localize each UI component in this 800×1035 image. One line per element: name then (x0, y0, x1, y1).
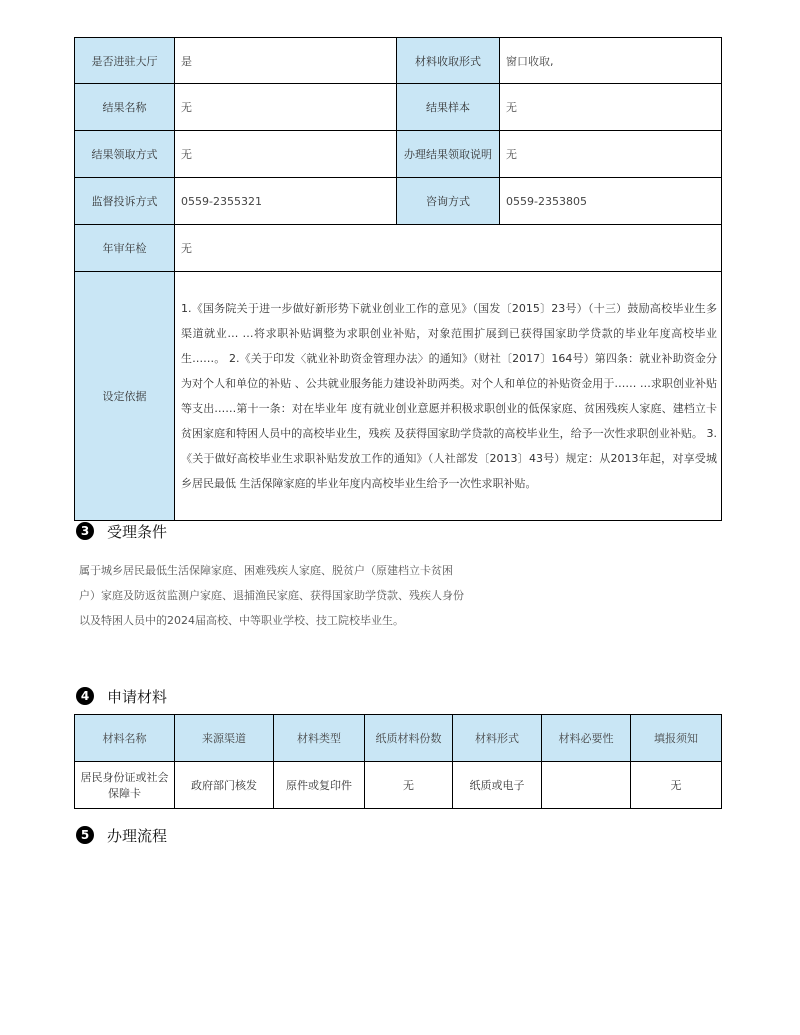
legal-basis-text: 1.《国务院关于进一步做好新形势下就业创业工作的意见》（国发〔2015〕23号）（十三）鼓励高校毕业生多渠道就业… …将求职补贴调整为求职创业补贴，对象范围扩展到已获得国家助学贷款的毕业年度高校毕业生……。 2.《关于印发〈就业补助资金管理办法〉的通知》（财社〔2017〕164号）第四条：就业补助资金分为对个人和单位的补贴 、公共就业服务能力建设补助两类。对个人和单位的补贴资金用于…… …求职创业补贴等支出……第十一条：对在毕业年 度有就业创业意愿并积极求职创业的低保家庭、贫困残疾人家庭、建档立卡贫困家庭和特困人员中的高校毕业生，残疾 及获得国家助学贷款的高校毕业生，给予一次性求职创业补贴。 3.《关于做好高校毕业生求职补贴发放工作的通知》（人社部发〔2013〕43号）规定：从2013年起，对享受城乡居民最低 生活保障家庭的毕业年度内高校毕业生给予一次性求职补贴。 (175, 272, 722, 521)
field-value: 无 (500, 84, 722, 131)
column-header: 材料名称 (75, 715, 175, 762)
column-header: 材料必要性 (542, 715, 631, 762)
table-row (75, 84, 722, 131)
field-value: 是 (175, 38, 397, 84)
column-header: 材料形式 (453, 715, 542, 762)
table-cell: 无 (365, 762, 453, 809)
column-header: 来源渠道 (175, 715, 274, 762)
table-row (75, 178, 722, 225)
table-row (75, 225, 722, 272)
table-cell (542, 762, 631, 809)
table-row (75, 131, 722, 178)
section-heading-process (76, 823, 167, 847)
field-label: 监督投诉方式 (75, 178, 175, 225)
section-heading-conditions (76, 519, 167, 543)
field-label: 结果样本 (397, 84, 500, 131)
field-label: 设定依据 (75, 272, 175, 521)
field-label: 材料收取形式 (397, 38, 500, 84)
field-value: 无 (175, 225, 722, 272)
field-value: 窗口收取, (500, 38, 722, 84)
column-header: 填报须知 (631, 715, 722, 762)
field-value: 无 (175, 84, 397, 131)
section-number-badge: 3 (76, 522, 94, 540)
table-cell: 纸质或电子 (453, 762, 542, 809)
section-title: 办理流程 (107, 826, 168, 845)
field-label: 咨询方式 (397, 178, 500, 225)
section-heading-materials (76, 684, 167, 708)
field-label: 办理结果领取说明 (397, 131, 500, 178)
section-number-badge: 5 (76, 826, 94, 844)
column-header: 材料类型 (274, 715, 365, 762)
table-row (75, 272, 722, 521)
field-label: 结果名称 (75, 84, 175, 131)
table-cell: 政府部门核发 (175, 762, 274, 809)
column-header: 纸质材料份数 (365, 715, 453, 762)
section-title: 受理条件 (107, 522, 168, 541)
info-table (74, 37, 722, 521)
section-number-badge: 4 (76, 687, 94, 705)
field-label: 结果领取方式 (75, 131, 175, 178)
table-row (75, 38, 722, 84)
table-cell: 无 (631, 762, 722, 809)
field-value: 无 (175, 131, 397, 178)
field-value: 无 (500, 131, 722, 178)
field-label: 年审年检 (75, 225, 175, 272)
field-label: 是否进驻大厅 (75, 38, 175, 84)
conditions-text: 属于城乡居民最低生活保障家庭、困难残疾人家庭、脱贫户（原建档立卡贫困户）家庭及防返贫监测户家庭、退捕渔民家庭、获得国家助学贷款、残疾人身份以及特困人员中的2024届高校、中等职业学校、技工院校毕业生。 (79, 564, 464, 627)
table-cell: 居民身份证或社会保障卡 (75, 762, 175, 809)
table-row (75, 762, 722, 809)
complaint-phone: 0559-2355321 (175, 178, 397, 225)
section-title: 申请材料 (107, 687, 168, 706)
materials-table (74, 714, 722, 809)
table-header-row (75, 715, 722, 762)
consult-phone: 0559-2353805 (500, 178, 722, 225)
table-cell: 原件或复印件 (274, 762, 365, 809)
